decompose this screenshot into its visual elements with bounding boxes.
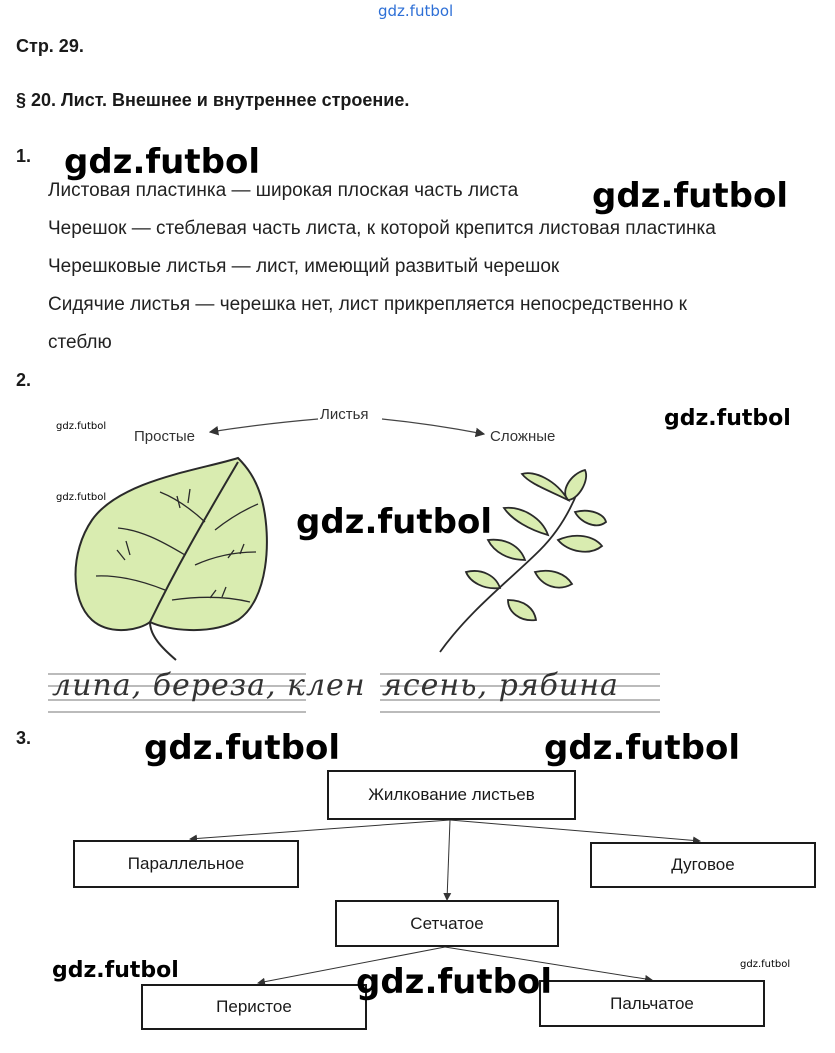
parallel-veining-label: Параллельное [127,854,245,873]
compound-leaf-drawing [440,470,606,652]
watermark: gdz.futbol [64,142,260,182]
pinnate-veining-label: Перистое [216,997,292,1016]
arc-veining-label: Дуговое [671,855,735,874]
watermark: gdz.futbol [356,962,552,1002]
parallel-veining-box [73,840,299,888]
simple-leaves-label: Простые [134,428,195,445]
watermark: gdz.futbol [740,959,791,970]
task-1-number: 1. [16,146,32,166]
definition-line: Листовая пластинка — широкая плоская часть листа [48,180,519,201]
arrow-to-simple [210,419,318,432]
definition-line: Черешок — стеблевая часть листа, к которой крепится листовая пластинка [48,218,716,239]
simple-leaves-answer: липа, береза, клен [52,668,366,703]
simple-leaf-drawing [76,458,267,660]
section-title: § 20. Лист. Внешнее и внутреннее строение. [16,90,410,110]
palmate-veining-box [539,980,765,1027]
watermark: gdz.futbol [296,502,492,542]
leaves-root-label: Листья [320,406,369,423]
arrow-to-compound [382,419,484,434]
watermark: gdz.futbol [52,958,179,983]
watermark: gdz.futbol [592,176,788,216]
veining-root-box [327,770,576,820]
watermark: gdz.futbol [544,728,740,768]
definition-line: Черешковые листья — лист, имеющий развитый черешок [48,256,560,277]
watermark: gdz.futbol [664,406,791,431]
watermark: gdz.futbol [144,728,340,768]
task-2-number: 2. [16,370,32,390]
veining-root-label: Жилкование листьев [368,785,535,804]
task-3-number: 3. [16,728,32,748]
compound-leaves-label: Сложные [490,428,556,445]
page-reference: Стр. 29. [16,36,84,56]
watermark: gdz.futbol [56,421,107,432]
definition-line: стеблю [48,332,112,353]
palmate-veining-label: Пальчатое [610,993,694,1013]
definition-line: Сидячие листья — черешка нет, лист прикрепляется непосредственно к [48,294,687,315]
compound-leaves-answer: ясень, рябина [382,668,619,703]
watermark: gdz.futbol [378,2,454,20]
arc-veining-box [590,842,816,888]
watermark: gdz.futbol [56,492,107,503]
net-veining-box [335,900,559,947]
net-veining-label: Сетчатое [410,913,484,933]
pinnate-veining-box [141,984,367,1030]
